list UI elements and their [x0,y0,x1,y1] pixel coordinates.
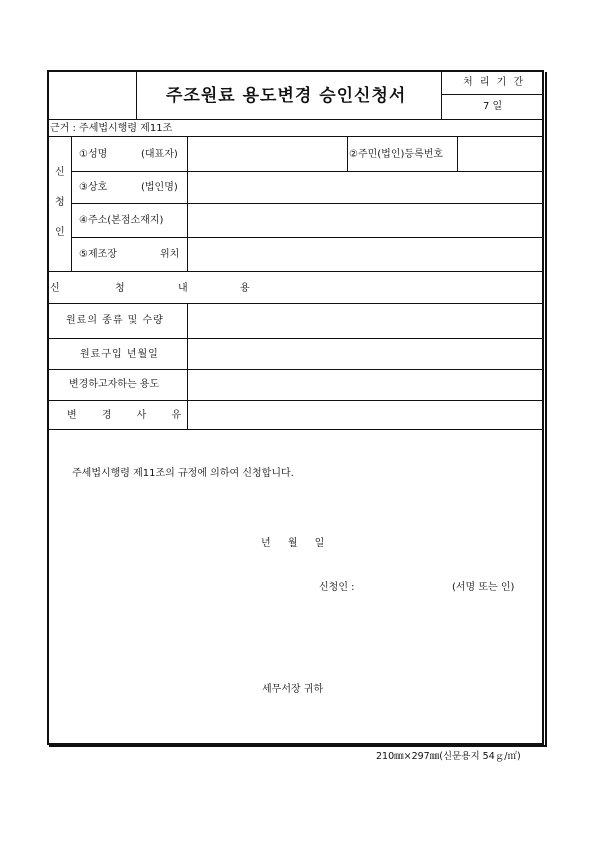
form-title: 주조원료 용도변경 승인신청서 [166,86,407,106]
applicant-row-line-1 [71,171,544,172]
request-row-line-2 [49,369,544,370]
applicant-row-line-2 [71,203,544,204]
reg-no-field[interactable] [459,138,543,170]
address-field[interactable] [189,205,543,236]
applicant-row-line-3 [71,237,544,238]
address-label: ④주소(본점소재지) [79,215,164,226]
regno-divider-left [347,136,348,171]
reason-field[interactable] [189,402,543,428]
applicant-sign-label: 신청인 : [319,582,355,593]
header-divider-right [441,72,442,119]
request-section-char-2: 청 [115,283,125,294]
factory-location-field[interactable] [189,239,543,270]
frame-shadow-bottom [49,745,547,747]
request-section-char-1: 신 [50,283,60,294]
purchase-date-field[interactable] [189,340,543,368]
new-use-label: 변경하고자하는 용도 [69,379,160,390]
reg-no-label: ②주민(법인)등록번호 [349,149,444,160]
processing-period-value: 7 일 [483,101,503,112]
regno-divider-right [457,136,458,171]
name-field[interactable] [189,138,346,170]
reason-label: 변 경 사 유 [67,410,193,421]
header-bottom [49,119,544,120]
representative-label: (대표자) [141,149,178,160]
request-header-bottom [49,303,544,304]
corp-name-label: (법인명) [141,182,178,193]
paper-spec: 210㎜×297㎜(신문용지 54ｇ/㎡) [376,751,521,762]
applicant-section-char-2: 청 [55,197,65,208]
applicant-section-char-1: 신 [55,167,65,178]
trade-name-label: ③상호 [79,182,108,193]
applicant-sign-field[interactable] [365,578,447,596]
name-label: ①성명 [79,149,108,160]
declaration-statement: 주세법시행령 제11조의 규정에 의하여 신청합니다. [72,468,294,479]
request-row-line-3 [49,400,544,401]
addressee: 세무서장 귀하 [262,684,324,695]
request-section-bottom [49,429,544,430]
date-label: 년 월 일 [261,538,325,549]
factory-label: ⑤제조장 [79,249,117,260]
material-label: 원료의 종류 및 수량 [66,315,164,326]
processing-period-label: 처 리 기 간 [463,77,526,88]
material-field[interactable] [189,305,543,337]
applicant-section-bottom [49,271,544,272]
request-section-char-4: 용 [240,283,250,294]
new-use-field[interactable] [189,371,543,399]
request-section-char-3: 내 [178,283,188,294]
frame-shadow-right [545,72,547,747]
applicant-section-char-3: 인 [55,227,65,238]
trade-name-field[interactable] [189,173,543,202]
purchase-date-label: 원료구입 년월일 [80,349,159,360]
signature-label: (서명 또는 인) [452,582,515,593]
header-period-divider [441,94,544,95]
header-divider-left [136,72,137,119]
location-label: 위치 [160,249,180,260]
basis-row-bottom [49,136,544,137]
request-row-line-1 [49,338,544,339]
legal-basis: 근거 : 주세법시행령 제11조 [50,123,173,134]
